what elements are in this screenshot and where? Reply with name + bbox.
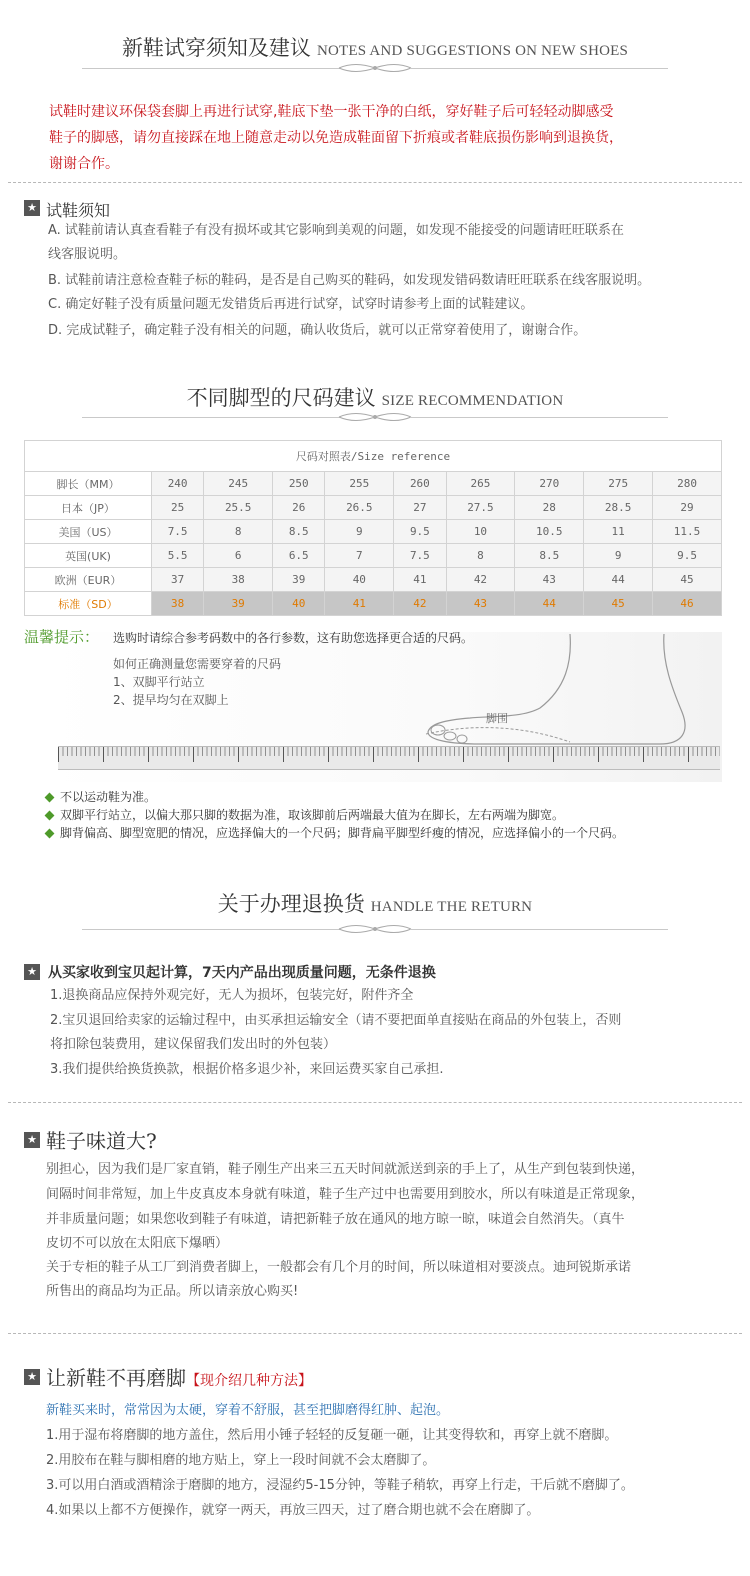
odor-line: 皮切不可以放在太阳底下爆晒）	[46, 1236, 229, 1251]
warning-line: 谢谢合作。	[49, 156, 119, 172]
notice-line: D. 完成试鞋子，确定鞋子没有相关的问题，确认收货后，就可以正常穿着使用了，谢谢合作。	[48, 323, 587, 338]
table-cell: 260	[394, 472, 446, 496]
section-title-en: SIZE RECOMMENDATION	[381, 393, 564, 409]
odor-line: 所售出的商品均为正品。所以请亲放心购买!	[46, 1284, 299, 1299]
table-cell: 11.5	[653, 520, 722, 544]
return-heading: 从买家收到宝贝起计算，7天内产品出现质量问题，无条件退换	[48, 965, 436, 981]
star-icon: ★	[24, 200, 40, 216]
table-cell: 29	[653, 496, 722, 520]
odor-line: 间隔时间非常短，加上牛皮真皮本身就有味道，鞋子生产过中也需要用到胶水，所以有味道是正常现象，	[46, 1187, 645, 1202]
warning-line: 试鞋时建议环保袋套脚上再进行试穿,鞋底下垫一张干净的白纸，穿好鞋子后可轻轻动脚感受	[49, 104, 614, 120]
row-label: 欧洲（EUR）	[25, 568, 152, 592]
diamond-bullet-icon	[45, 793, 55, 803]
table-cell: 10.5	[515, 520, 584, 544]
table-cell: 9.5	[394, 520, 446, 544]
table-cell: 40	[273, 592, 325, 616]
table-cell: 44	[584, 568, 653, 592]
table-cell: 37	[152, 568, 204, 592]
title-rule-right	[410, 68, 668, 69]
table-cell: 250	[273, 472, 325, 496]
star-icon: ★	[24, 964, 40, 980]
section-title-notes	[0, 32, 750, 62]
table-row	[25, 568, 722, 592]
table-cell: 10	[446, 520, 515, 544]
row-label: 美国（US）	[25, 520, 152, 544]
table-cell: 6.5	[273, 544, 325, 568]
row-label: 英国(UK)	[25, 544, 152, 568]
table-row	[25, 520, 722, 544]
warning-line: 鞋子的脚感，请勿直接踩在地上随意走动以免造成鞋面留下折痕或者鞋底损伤影响到退换货，	[49, 130, 623, 146]
table-cell: 280	[653, 472, 722, 496]
break-in-intro: 新鞋买来时，常常因为太硬，穿着不舒服，甚至把脚磨得红肿、起泡。	[46, 1403, 450, 1418]
size-table	[24, 440, 722, 616]
notice-line: B. 试鞋前请注意检查鞋子标的鞋码，是否是自己购买的鞋码，如发现发错码数请旺旺联系在线客服说明。	[48, 273, 651, 288]
size-tip-bullet: 双脚平行站立，以偏大那只脚的数据为准，取该脚前后两端最大值为在脚长，左右两端为脚宽。	[60, 808, 565, 822]
table-cell: 45	[584, 592, 653, 616]
standard-row	[25, 592, 722, 616]
star-icon: ★	[24, 1369, 40, 1385]
table-cell: 8.5	[515, 544, 584, 568]
table-cell: 42	[394, 592, 446, 616]
table-cell: 38	[204, 568, 273, 592]
table-cell: 255	[325, 472, 394, 496]
table-row	[25, 544, 722, 568]
table-cell: 240	[152, 472, 204, 496]
row-label: 日本（JP）	[25, 496, 152, 520]
table-cell: 245	[204, 472, 273, 496]
table-cell: 25.5	[204, 496, 273, 520]
odor-line: 关于专柜的鞋子从工厂到消费者脚上，一般都会有几个月的时间，所以味道相对要淡点。迪珂锐斯承诺	[46, 1260, 632, 1275]
foot-girth-label: 脚围	[486, 712, 508, 725]
table-cell: 38	[152, 592, 204, 616]
table-cell: 9.5	[653, 544, 722, 568]
table-cell: 41	[325, 592, 394, 616]
table-cell: 39	[204, 592, 273, 616]
break-in-title: 让新鞋不再磨脚	[46, 1366, 186, 1390]
table-cell: 28	[515, 496, 584, 520]
title-rule-left	[82, 417, 340, 418]
table-cell: 40	[325, 568, 394, 592]
star-icon: ★	[24, 1132, 40, 1148]
section-title-en: HANDLE THE RETURN	[370, 899, 533, 915]
notice-heading: 试鞋须知	[46, 201, 111, 220]
table-cell: 25	[152, 496, 204, 520]
table-cell: 26	[273, 496, 325, 520]
foot-icon	[420, 632, 722, 750]
table-cell: 46	[653, 592, 722, 616]
notice-line: 线客服说明。	[48, 247, 127, 262]
section-title-cn: 不同脚型的尺码建议	[186, 386, 376, 410]
size-tip-bullet: 脚背偏高、脚型宽肥的情况，应选择偏大的一个尺码；脚背扁平脚型纤瘦的情况，应选择偏小的一个尺码。	[60, 826, 625, 840]
table-cell: 9	[584, 544, 653, 568]
section-title-en: NOTES AND SUGGESTIONS ON NEW SHOES	[316, 43, 629, 59]
table-cell: 11	[584, 520, 653, 544]
size-tip-bullet: 不以运动鞋为准。	[60, 790, 157, 804]
divider	[8, 1102, 742, 1103]
row-label: 脚长（MM）	[25, 472, 152, 496]
table-row	[25, 472, 722, 496]
table-cell: 43	[515, 568, 584, 592]
tip-text: 选购时请综合参考码数中的各行参数，这有助您选择更合适的尺码。	[113, 631, 474, 645]
section-title-cn: 新鞋试穿须知及建议	[121, 36, 311, 60]
ruler	[58, 746, 720, 770]
table-cell: 5.5	[152, 544, 204, 568]
break-in-line: 3.可以用白酒或酒精涂于磨脚的地方，浸湿约5-15分钟，等鞋子稍软，再穿上行走，干后就不磨脚了。	[46, 1478, 634, 1493]
notice-line: A. 试鞋前请认真查看鞋子有没有损坏或其它影响到美观的问题，如发现不能接受的问题请旺旺联系在	[48, 223, 624, 238]
break-in-line: 1.用于湿布将磨脚的地方盖住，然后用小锤子轻轻的反复砸一砸，让其变得软和，再穿上就不磨脚。	[46, 1428, 618, 1443]
table-cell: 6	[204, 544, 273, 568]
return-line: 将扣除包装费用，建议保留我们发出时的外包装）	[50, 1037, 337, 1052]
ornament-icon	[335, 61, 415, 75]
table-cell: 275	[584, 472, 653, 496]
return-line: 1.退换商品应保持外观完好，无人为损坏，包装完好，附件齐全	[50, 988, 414, 1003]
measure-title: 如何正确测量您需要穿着的尺码	[113, 657, 282, 671]
section-title-size	[0, 382, 750, 412]
measure-step: 1、双脚平行站立	[113, 675, 205, 689]
table-cell: 8.5	[273, 520, 325, 544]
ornament-icon	[335, 410, 415, 424]
table-caption: 尺码对照表/Size reference	[25, 441, 722, 472]
table-cell: 265	[446, 472, 515, 496]
section-title-cn: 关于办理退换货	[217, 892, 365, 916]
break-in-heading	[46, 1362, 312, 1391]
diamond-bullet-icon	[45, 829, 55, 839]
title-rule-left	[82, 929, 340, 930]
table-cell: 41	[394, 568, 446, 592]
table-cell: 7	[325, 544, 394, 568]
section-title-return	[0, 888, 750, 918]
break-in-line: 4.如果以上都不方便操作，就穿一两天，再放三四天，过了磨合期也就不会在磨脚了。	[46, 1503, 540, 1518]
table-cell: 27.5	[446, 496, 515, 520]
diamond-bullet-icon	[45, 811, 55, 821]
table-cell: 7.5	[394, 544, 446, 568]
table-cell: 8	[446, 544, 515, 568]
table-cell: 44	[515, 592, 584, 616]
ornament-icon	[335, 922, 415, 936]
divider	[8, 182, 742, 183]
table-cell: 7.5	[152, 520, 204, 544]
table-cell: 39	[273, 568, 325, 592]
break-in-tag: 【现介绍几种方法】	[186, 1373, 312, 1389]
return-line: 2.宝贝退回给卖家的运输过程中，由买承担运输安全（请不要把面单直接贴在商品的外包装上，否则	[50, 1013, 622, 1028]
tip-label: 温馨提示：	[24, 628, 100, 646]
break-in-line: 2.用胶布在鞋与脚相磨的地方贴上，穿上一段时间就不会太磨脚了。	[46, 1453, 436, 1468]
table-cell: 45	[653, 568, 722, 592]
measure-step: 2、提早均匀在双脚上	[113, 693, 229, 707]
table-row	[25, 496, 722, 520]
table-cell: 27	[394, 496, 446, 520]
table-cell: 26.5	[325, 496, 394, 520]
notice-line: C. 确定好鞋子没有质量问题无发错货后再进行试穿，试穿时请参考上面的试鞋建议。	[48, 297, 534, 312]
table-cell: 43	[446, 592, 515, 616]
return-line: 3.我们提供给换货换款，根据价格多退少补，来回运费买家自己承担.	[50, 1062, 444, 1077]
row-label: 标准（SD）	[25, 592, 152, 616]
title-rule-right	[410, 417, 668, 418]
title-rule-left	[82, 68, 340, 69]
table-cell: 9	[325, 520, 394, 544]
title-rule-right	[410, 929, 668, 930]
divider	[8, 1333, 742, 1334]
table-cell: 270	[515, 472, 584, 496]
odor-heading: 鞋子味道大?	[46, 1129, 157, 1153]
table-cell: 28.5	[584, 496, 653, 520]
ruler-ticks-icon	[58, 747, 720, 769]
odor-line: 并非质量问题；如果您收到鞋子有味道，请把新鞋子放在通风的地方晾一晾，味道会自然消失。（真牛	[46, 1212, 625, 1227]
odor-line: 别担心，因为我们是厂家直销，鞋子刚生产出来三五天时间就派送到亲的手上了，从生产到包装到快递，	[46, 1162, 645, 1177]
table-cell: 8	[204, 520, 273, 544]
table-cell: 42	[446, 568, 515, 592]
